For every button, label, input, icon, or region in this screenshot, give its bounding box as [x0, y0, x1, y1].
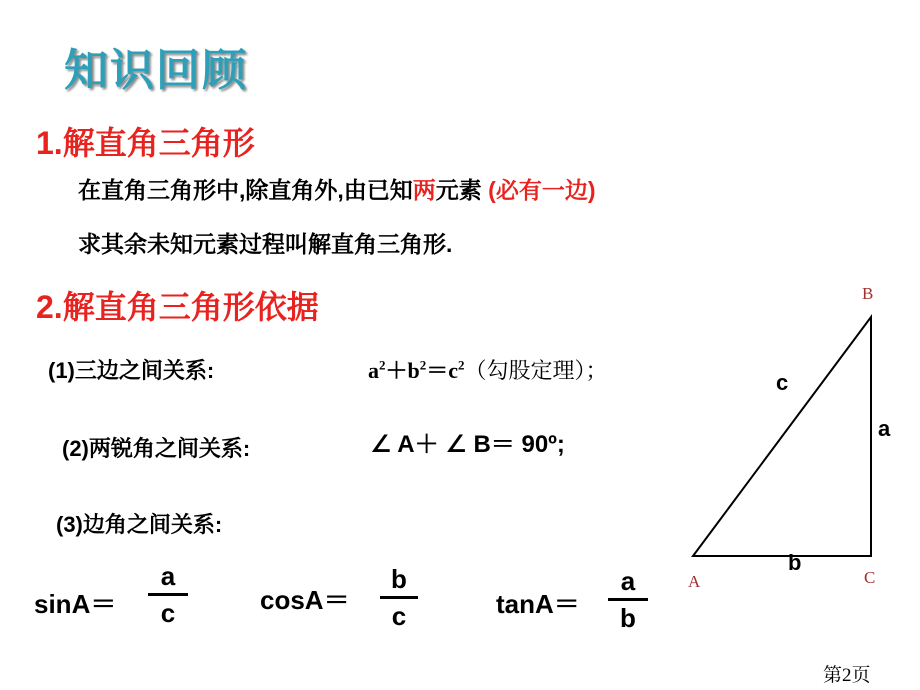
item2-label: (2)两锐角之间关系: [62, 436, 251, 461]
item3-label: (3)边角之间关系: [56, 512, 223, 537]
page-title: 知识回顾 [64, 46, 248, 95]
vertex-b-label: B [862, 284, 874, 303]
vertex-c-label: C [864, 568, 876, 587]
section1-line1-red-note: (必有一边) [488, 177, 596, 203]
side-c-label: c [776, 370, 789, 395]
sin-label: sinA＝ [34, 589, 117, 619]
pyth-exp-a: 2 [379, 357, 386, 373]
pyth-c: ＝c [426, 358, 459, 383]
tan-denominator: b [620, 603, 636, 633]
triangle-shape [693, 317, 871, 556]
cos-denominator: c [391, 601, 407, 631]
section1-line1-text-b: 元素 [435, 177, 489, 203]
pyth-b: ＋b [385, 358, 420, 383]
pyth-a: a [368, 358, 379, 383]
cos-label: cosA＝ [260, 585, 350, 615]
side-b-label: b [788, 550, 802, 575]
side-a-label: a [878, 416, 891, 441]
cos-numerator: b [391, 564, 407, 594]
item1-label: (1)三边之间关系: [48, 358, 215, 383]
section1-line1-text-a: 在直角三角形中,除直角外,由已知 [78, 177, 413, 203]
pyth-note: （勾股定理）； [464, 358, 608, 383]
section1-heading: 1.解直角三角形 [36, 125, 255, 161]
section2-heading: 2.解直角三角形依据 [36, 289, 319, 325]
tan-label: tanA＝ [496, 589, 580, 619]
section1-line2: 求其余未知元素过程叫解直角三角形. [78, 231, 453, 257]
pyth-exp-c: 2 [458, 357, 465, 373]
sin-denominator: c [160, 598, 176, 628]
sin-numerator: a [160, 561, 176, 591]
page-number: 第2页 [823, 665, 871, 686]
tan-numerator: a [620, 566, 636, 596]
pyth-exp-b: 2 [419, 357, 427, 373]
vertex-a-label: A [688, 572, 701, 591]
angle-sum-formula: ∠ A＋ ∠ B＝ 90º; [370, 431, 565, 458]
section1-line1-red-two: 两 [412, 177, 436, 203]
